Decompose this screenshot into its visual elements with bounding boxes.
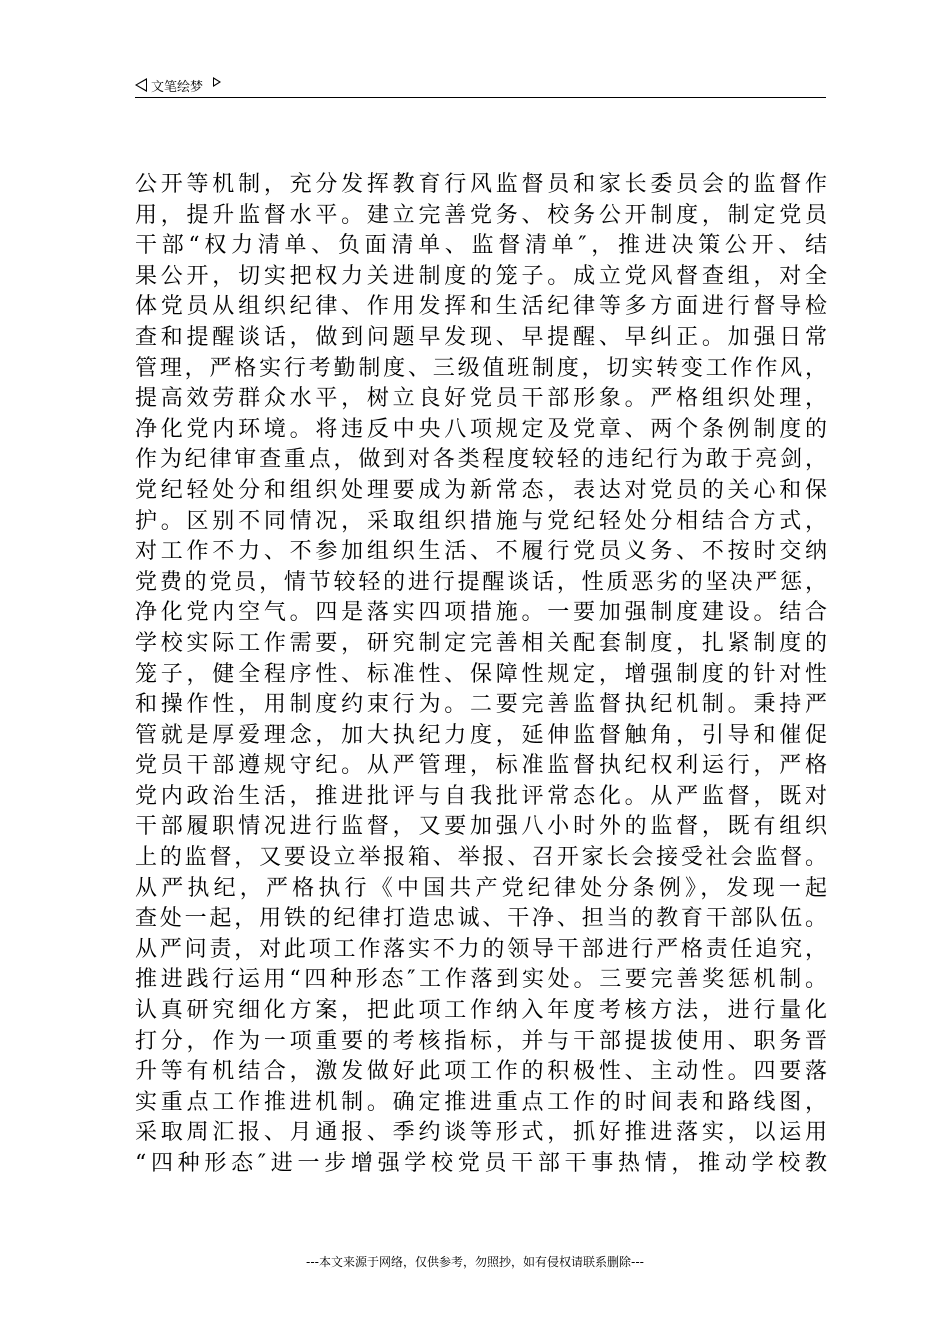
text-line: 打分，作为一项重要的考核指标，并与干部提拔使用、职务晋	[135, 1028, 827, 1054]
text-line: 护。区别不同情况，采取组织措施与党纪轻处分相结合方式，	[135, 508, 827, 534]
page-header	[135, 74, 221, 96]
text-line: 查和提醒谈话，做到问题早发现、早提醒、早纠正。加强日常	[135, 324, 827, 350]
text-line: 净化党内环境。将违反中央八项规定及党章、两个条例制度的	[135, 416, 827, 442]
text-line: 实重点工作推进机制。确定推进重点工作的时间表和路线图，	[135, 1089, 827, 1115]
text-line: 干部“权力清单、负面清单、监督清单″，推进决策公开、结	[135, 233, 827, 259]
text-line: 管理，严格实行考勤制度、三级值班制度，切实转变工作作风，	[135, 355, 827, 381]
text-line: 党内政治生活，推进批评与自我批评常态化。从严监督，既对	[135, 783, 827, 809]
text-line: 升等有机结合，激发做好此项工作的积极性、主动性。四要落	[135, 1059, 827, 1085]
text-line: 党员干部遵规守纪。从严管理，标准监督执纪权利运行，严格	[135, 753, 827, 779]
text-line: 认真研究细化方案，把此项工作纳入年度考核方法，进行量化	[135, 998, 827, 1024]
text-line: 净化党内空气。四是落实四项措施。一要加强制度建设。结合	[135, 600, 827, 626]
header-title: 文笔绘梦	[151, 79, 204, 95]
text-line: 党费的党员，情节较轻的进行提醒谈话，性质恶劣的坚决严惩，	[135, 569, 827, 595]
text-line: 从严执纪，严格执行《中国共产党纪律处分条例》，发现一起	[135, 875, 827, 901]
left-triangle-icon	[135, 78, 147, 92]
text-line: 提高效劳群众水平，树立良好党员干部形象。严格组织处理，	[135, 386, 827, 412]
page-footer: ---本文来源于网络，仅供参考，勿照抄，如有侵权请联系删除---	[306, 1255, 644, 1269]
text-line: 对工作不力、不参加组织生活、不履行党员义务、不按时交纳	[135, 539, 827, 565]
text-line: 体党员从组织纪律、作用发挥和生活纪律等多方面进行督导检	[135, 294, 827, 320]
text-line: 干部履职情况进行监督，又要加强八小时外的监督，既有组织	[135, 814, 827, 840]
text-line: “四种形态″进一步增强学校党员干部干事热情，推动学校教	[135, 1151, 827, 1176]
text-line: 学校实际工作需要，研究制定完善相关配套制度，扎紧制度的	[135, 630, 827, 656]
text-line: 作为纪律审查重点，做到对各类程度较轻的违纪行为敢于亮剑，	[135, 447, 827, 473]
body-text	[135, 170, 827, 1180]
text-line: 上的监督，又要设立举报箱、举报、召开家长会接受社会监督。	[135, 845, 827, 871]
text-line: 查处一起，用铁的纪律打造忠诚、干净、担当的教育干部队伍。	[135, 906, 827, 932]
text-line: 采取周汇报、月通报、季约谈等形式，抓好推进落实，以运用	[135, 1120, 827, 1146]
text-line: 党纪轻处分和组织处理要成为新常态，表达对党员的关心和保	[135, 477, 827, 503]
text-line: 用，提升监督水平。建立完善党务、校务公开制度，制定党员	[135, 202, 827, 228]
text-line: 果公开，切实把权力关进制度的笼子。成立党风督查组，对全	[135, 263, 827, 289]
text-line: 推进践行运用“四种形态″工作落到实处。三要完善奖惩机制。	[135, 967, 827, 993]
header-divider	[135, 97, 826, 98]
text-line: 和操作性，用制度约束行为。二要完善监督执纪机制。秉持严	[135, 692, 827, 718]
text-line: 从严问责，对此项工作落实不力的领导干部进行严格责任追究，	[135, 936, 827, 962]
right-triangle-icon	[213, 77, 221, 87]
text-line: 管就是厚爱理念，加大执纪力度，延伸监督触角，引导和催促	[135, 722, 827, 748]
text-line: 公开等机制，充分发挥教育行风监督员和家长委员会的监督作	[135, 172, 827, 197]
text-line: 笼子，健全程序性、标准性、保障性规定，增强制度的针对性	[135, 661, 827, 687]
